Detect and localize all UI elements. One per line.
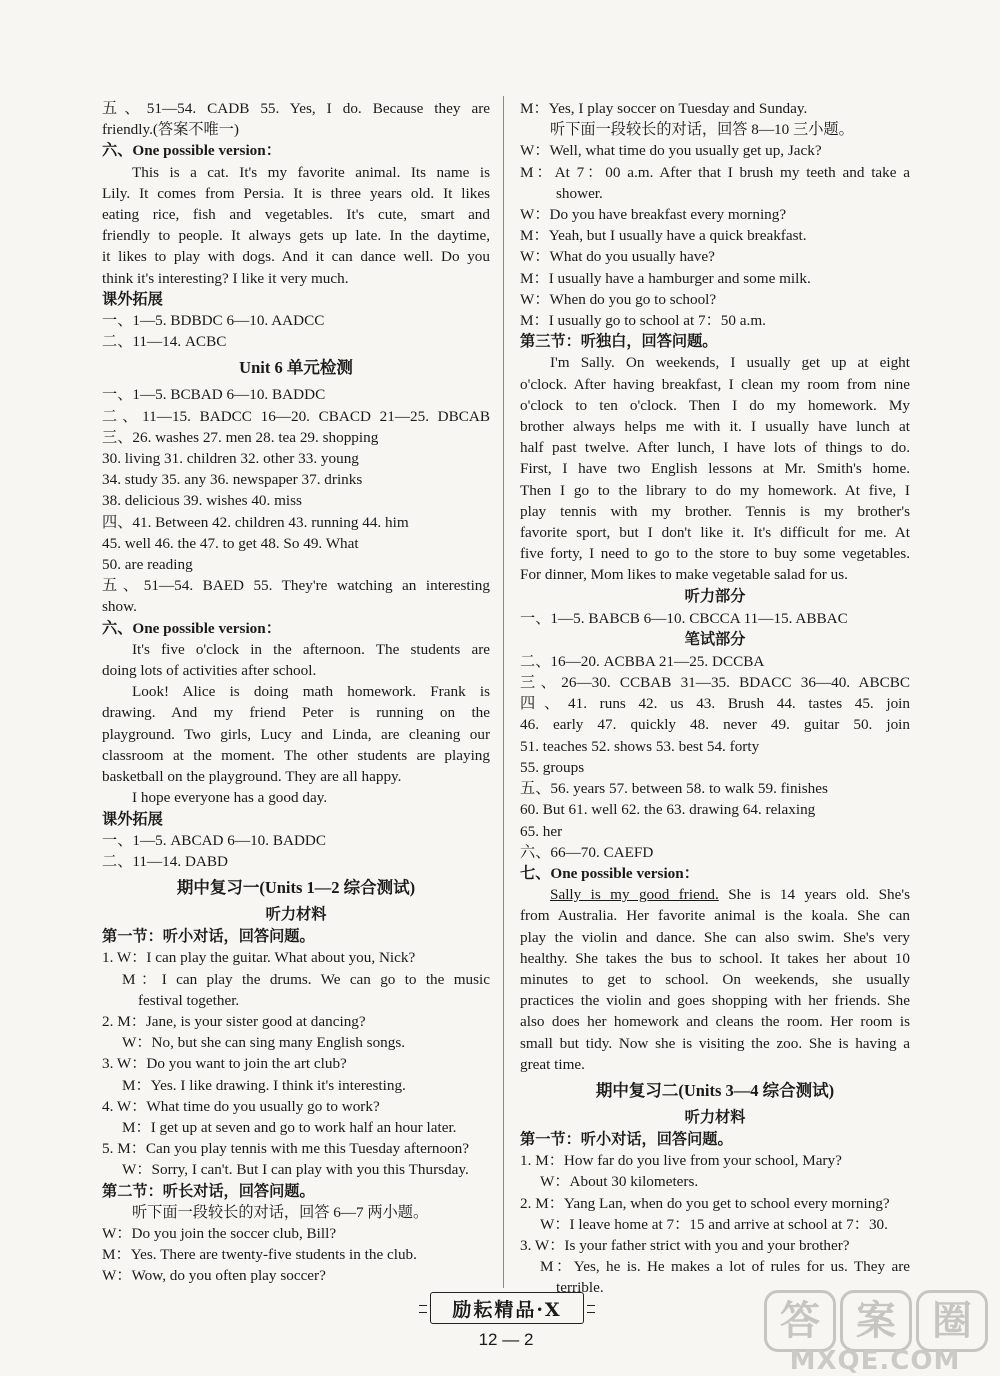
text-line: It's five o'clock in the afternoon. The students are xyxy=(132,640,490,658)
watermark-char: 答 xyxy=(764,1290,836,1352)
text-line: playground. Two girls, Lucy and Linda, are cleaning our xyxy=(102,725,490,743)
footer-brand: 励耘精品·X xyxy=(430,1292,584,1324)
column-divider xyxy=(503,96,504,1288)
text-line: 3. W：Is your father strict with you and your brother? xyxy=(520,1236,850,1254)
text-line: terrible. xyxy=(556,1279,604,1297)
text-line: think it's interesting? I like it very much. xyxy=(102,269,349,287)
text-line: play the violin and dance. She can also swim. She's very xyxy=(520,928,910,946)
underlined-sentence: Sally is my good friend. xyxy=(550,886,719,904)
section-subtitle: 听力部分 xyxy=(684,587,746,605)
text-line: M：Yes, I play soccer on Tuesday and Sunday. xyxy=(520,100,808,117)
text-line: M：Yeah, but I usually have a quick breakfast. xyxy=(520,227,807,245)
page-number: 12 — 2 xyxy=(478,1330,534,1349)
text-line: M：I usually have a hamburger and some milk. xyxy=(520,269,811,287)
section-heading: 第三节：听独白，回答问题。 xyxy=(520,333,718,351)
text-line: also does her homework and cleans the room. Her room is xyxy=(520,1013,910,1031)
text-line: 51. teaches 52. shows 53. best 54. forty xyxy=(520,737,760,755)
watermark-char: 圈 xyxy=(916,1290,988,1352)
text-line: 50. are reading xyxy=(102,556,193,574)
text-line: 二、11—15. BADCC 16—20. CBACD 21—25. DBCAB xyxy=(102,407,490,425)
text-line: W：No, but she can sing many English songs. xyxy=(122,1034,406,1052)
text-line: First, I have two English lessons at Mr. Smith's home. xyxy=(520,460,910,478)
watermark-url: MXQE.COM xyxy=(789,1346,961,1376)
watermark-char: 案 xyxy=(840,1290,912,1352)
text-line: friendly.(答案不唯一) xyxy=(102,121,239,139)
text-line: 四、41. runs 42. us 43. Brush 44. tastes 45. join xyxy=(520,695,910,713)
text-line: 38. delicious 39. wishes 40. miss xyxy=(102,492,302,510)
text-line: five forty, I need to go to the store to buy some vegetables. xyxy=(520,545,910,563)
text-line: I'm Sally. On weekends, I usually get up at eight xyxy=(550,354,910,372)
text-line: great time. xyxy=(520,1055,585,1073)
text-line: 听下面一段较长的对话，回答 8—10 三小题。 xyxy=(550,121,854,139)
section-subtitle: 笔试部分 xyxy=(684,630,746,648)
text-line: M：At 7：00 a.m. After that I brush my teeth and take a xyxy=(520,163,910,181)
text-line: M：I can play the drums. We can go to the music xyxy=(122,970,490,988)
text-line: 65. her xyxy=(520,822,563,840)
text-line: 五、56. years 57. between 58. to walk 59. finishes xyxy=(520,780,828,798)
text-line: W：I leave home at 7：15 and arrive at school at 7：30. xyxy=(540,1215,888,1233)
text-line: W：Do you have breakfast every morning? xyxy=(520,206,787,224)
left-column xyxy=(102,98,490,1287)
section-heading: 课外拓展 xyxy=(102,290,163,308)
text-line: doing lots of activities after school. xyxy=(102,662,317,680)
section-title: 期中复习一(Units 1—2 综合测试) xyxy=(176,878,416,898)
text-line: minutes to get to school. On weekends, she usually xyxy=(520,970,910,988)
text-line: 3. W：Do you want to join the art club? xyxy=(102,1055,347,1073)
text-line: drawing. And my friend Peter is running on the xyxy=(102,704,490,722)
text-line: it likes to play with dogs. And it can dance well. Do you xyxy=(102,248,490,266)
text-line: o'clock to ten o'clock. Then I do my homework. My xyxy=(520,396,910,414)
text-line: practices the violin and goes shopping with her friends. She xyxy=(520,992,910,1010)
text-line: 60. But 61. well 62. the 63. drawing 64. relaxing xyxy=(520,801,816,819)
text-line: 五、51—54. BAED 55. They're watching an interesting xyxy=(102,577,490,595)
text-line: W：About 30 kilometers. xyxy=(540,1173,699,1191)
text-line: M：Yes. I like drawing. I think it's interesting. xyxy=(122,1076,406,1094)
text-line: favorite sport, but I don't like it. It's difficult for me. At xyxy=(520,524,910,542)
text-line: Sally is my good friend. She is 14 years old. She's xyxy=(550,886,910,904)
watermark-logo xyxy=(760,1290,990,1376)
text-line: W：What do you usually have? xyxy=(520,248,715,266)
section-heading: 七、One possible version： xyxy=(520,864,699,882)
text-line: 六、66—70. CAEFD xyxy=(520,843,654,861)
text-line: eating rice, fish and vegetables. It's cute, smart and xyxy=(102,206,490,224)
text-line: 34. study 35. any 36. newspaper 37. drinks xyxy=(102,471,363,489)
text-line: Look! Alice is doing math homework. Frank is xyxy=(132,683,490,701)
section-title: Unit 6 单元检测 xyxy=(239,358,353,378)
text-line: 4. W：What time do you usually go to work? xyxy=(102,1097,380,1115)
text-line: 听下面一段较长的对话，回答 6—7 两小题。 xyxy=(132,1203,429,1221)
text-line: 5. M：Can you play tennis with me this Tuesday afternoon? xyxy=(102,1140,469,1158)
text-line: 一、1—5. BCBAD 6—10. BADDC xyxy=(102,386,326,404)
text-line: Then I go to the library to do my homework. At five, I xyxy=(520,481,910,499)
text-line: 30. living 31. children 32. other 33. young xyxy=(102,450,359,468)
text-line: 1. W：I can play the guitar. What about you, Nick? xyxy=(102,949,416,967)
text-line: For dinner, Mom likes to make vegetable salad for us. xyxy=(520,566,848,584)
text-line: I hope everyone has a good day. xyxy=(132,789,328,807)
text-line: 一、1—5. BABCB 6—10. CBCCA 11—15. ABBAC xyxy=(520,609,848,627)
section-subtitle: 听力材料 xyxy=(684,1108,746,1126)
text-line: 三、26. washes 27. men 28. tea 29. shopping xyxy=(102,428,379,446)
text-line: 46. early 47. quickly 48. never 49. guitar 50. join xyxy=(520,716,910,734)
text-line: small but tidy. Now she is visiting the zoo. She is having a xyxy=(520,1034,910,1052)
text-line: 55. groups xyxy=(520,758,585,776)
text-line: healthy. She takes the bus to school. It takes her about 10 xyxy=(520,949,910,967)
text-line: play tennis with my brother. Tennis is my brother's xyxy=(520,502,910,520)
text-line: Lily. It comes from Persia. It is three years old. It likes xyxy=(102,184,490,202)
text-line: 五、51—54. CADB 55. Yes, I do. Because they are xyxy=(102,100,490,117)
section-heading: 六、One possible version： xyxy=(102,619,281,637)
text-line: 二、16—20. ACBBA 21—25. DCCBA xyxy=(520,652,765,670)
section-heading: 第一节：听小对话，回答问题。 xyxy=(520,1130,733,1148)
text-line: M：I get up at seven and go to work half an hour later. xyxy=(122,1118,457,1136)
text-line: W：Well, what time do you usually get up, Jack? xyxy=(520,142,822,160)
section-heading: 第二节：听长对话，回答问题。 xyxy=(102,1182,315,1200)
text-line: 一、1—5. BDBDC 6—10. AADCC xyxy=(102,312,325,330)
text-line: from Australia. Her favorite animal is the koala. She can xyxy=(520,907,910,925)
text-line: W：Do you join the soccer club, Bill? xyxy=(102,1224,337,1242)
section-heading: 课外拓展 xyxy=(102,810,163,828)
text-line: 三、26—30. CCBAB 31—35. BDACC 36—40. ABCBC xyxy=(520,674,910,692)
text-line: show. xyxy=(102,598,137,616)
text-line: friendly to people. It always gets up late. In the daytime, xyxy=(102,227,490,245)
section-heading: 六、One possible version： xyxy=(102,142,281,160)
section-title: 期中复习二(Units 3—4 综合测试) xyxy=(595,1080,835,1100)
text-line: shower. xyxy=(556,184,603,202)
text-line: M：Yes. There are twenty-five students in the club. xyxy=(102,1246,417,1264)
text-line: 二、11—14. ACBC xyxy=(102,333,227,351)
text-line: This is a cat. It's my favorite animal. Its name is xyxy=(132,163,490,181)
right-column xyxy=(520,98,910,1299)
text-line: 2. M：Yang Lan, when do you get to school every morning? xyxy=(520,1194,890,1212)
text-line: 一、1—5. ABCAD 6—10. BADDC xyxy=(102,831,327,849)
text-line: classroom at the moment. The other students are playing xyxy=(102,746,490,764)
text-line: M：Yes, he is. He makes a lot of rules for us. They are xyxy=(540,1258,910,1276)
text-line: festival together. xyxy=(138,991,240,1009)
text-line: 45. well 46. the 47. to get 48. So 49. What xyxy=(102,534,359,552)
text-line: o'clock. After having breakfast, I clean my room from nine xyxy=(520,375,910,393)
section-subtitle: 听力材料 xyxy=(265,906,327,924)
text-line: 2. M：Jane, is your sister good at dancing? xyxy=(102,1012,366,1030)
text-line: 1. M：How far do you live from your school, Mary? xyxy=(520,1152,842,1170)
text-line: W：Wow, do you often play soccer? xyxy=(102,1267,326,1285)
text-line: brother always helps me with it. I usually have lunch at xyxy=(520,418,910,436)
text-line: M：I usually go to school at 7：50 a.m. xyxy=(520,312,766,330)
text-line: W：When do you go to school? xyxy=(520,290,717,308)
text-line: half past twelve. After lunch, I have lots of things to do. xyxy=(520,439,910,457)
text-line: W：Sorry, I can't. But I can play with you this Thursday. xyxy=(122,1161,469,1179)
text-line: 四、41. Between 42. children 43. running 44. him xyxy=(102,513,409,531)
text-line: basketball on the playground. They are all happy. xyxy=(102,768,402,786)
text-line: 二、11—14. DABD xyxy=(102,852,229,870)
section-heading: 第一节：听小对话，回答问题。 xyxy=(102,928,315,946)
